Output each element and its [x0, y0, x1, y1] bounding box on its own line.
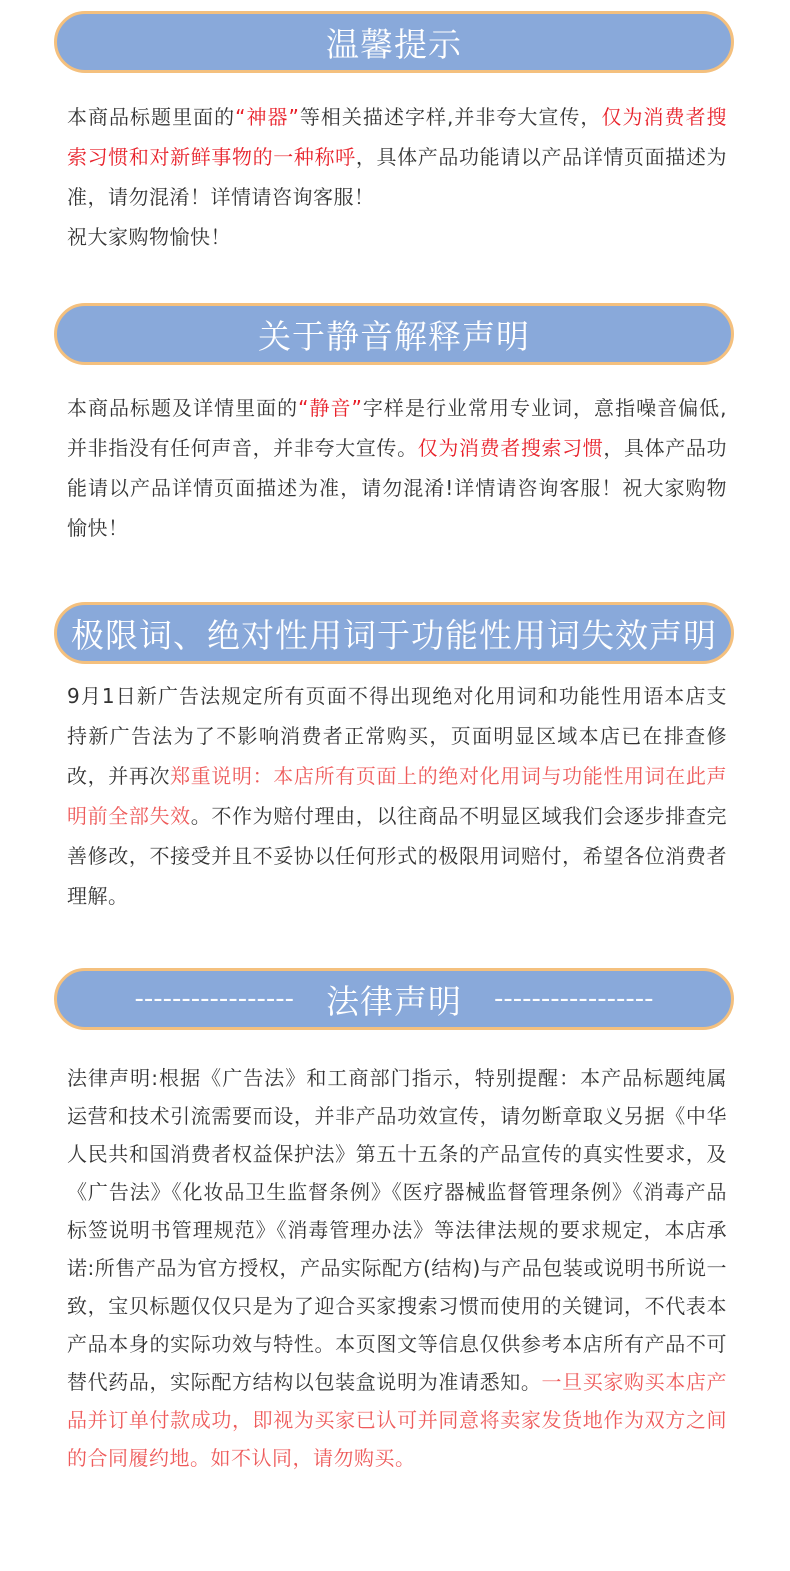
highlight-text: 仅为消费者搜索习惯 — [417, 436, 604, 460]
silence-statement-body: 本商品标题及详情里面的“静音”字样是行业常用专业词，意指噪音偏低,并非指没有任何声音，并非夸大宣传。仅为消费者搜索习惯，具体产品功能请以产品详情页面描述为准，请勿混淆!详情请咨询客服！祝大家购物愉快！ — [67, 396, 728, 540]
closing-line: 祝大家购物愉快！ — [67, 225, 231, 249]
silence-statement-title: 关于静音解释声明 — [258, 316, 530, 356]
highlight-text: “静音” — [298, 396, 363, 420]
highlight-text: “神器” — [235, 105, 300, 129]
highlight-text: 郑重说明：本店所有页面上的绝对化用词与功能性用词在此声明前全部失效 — [67, 764, 728, 828]
legal-statement-title: 法律声明 — [326, 981, 462, 1021]
notice-banner — [54, 11, 734, 73]
divider-left: ----------------- — [134, 984, 294, 1014]
legal-statement-body: 法律声明:根据《广告法》和工商部门指示，特别提醒：本产品标题纯属运营和技术引流需要而设，并非产品功效宣传，请勿断章取义另据《中华人民共和国消费者权益保护法》第五十五条的产品宣传的真实性要求，及《广告法》《化妆品卫生监督条例》《医疗器械监督管理条例》《消毒产品标签说明书管理规范》《消毒管理办法》等法律法规的要求规定，本店承诺:所售产品为官方授权，产品实际配方(结构)与产品包装或说明书所说一致，宝贝标题仅仅只是为了迎合买家搜索习惯而使用的关键词，不代表本产品本身的实际功效与特性。本页图文等信息仅供参考本店所有产品不可替代药品，实际配方结构以包装盒说明为准请悉知。一旦买家购买本店产品并订单付款成功，即视为买家已认可并同意将卖家发货地作为双方之间的合同履约地。如不认同，请勿购买。 — [67, 1066, 728, 1470]
silence-statement-banner — [54, 303, 734, 365]
invalidation-statement-title: 极限词、绝对性用词于功能性用词失效声明 — [71, 615, 717, 655]
invalidation-statement-banner — [54, 602, 734, 664]
notice-body: 本商品标题里面的“神器”等相关描述字样,并非夸大宣传，仅为消费者搜索习惯和对新鲜事物的一种称呼，具体产品功能请以产品详情页面描述为准，请勿混淆！详情请咨询客服！ 祝大家购物愉快！ — [67, 105, 728, 249]
invalidation-statement-body: 9月1日新广告法规定所有页面不得出现绝对化用词和功能性用语本店支持新广告法为了不影响消费者正常购买，页面明显区域本店已在排查修改，并再次郑重说明：本店所有页面上的绝对化用词与功能性用词在此声明前全部失效。不作为赔付理由，以往商品不明显区域我们会逐步排查完善修改，不接受并且不妥协以任何形式的极限用词赔付，希望各位消费者理解。 — [67, 684, 728, 908]
divider-right: ----------------- — [494, 984, 654, 1014]
highlight-text: 一旦买家购买本店产品并订单付款成功，即视为买家已认可并同意将卖家发货地作为双方之间的合同履约地。如不认同，请勿购买。 — [67, 1370, 728, 1470]
highlight-text: 仅为消费者搜索习惯和对新鲜事物的一种称呼 — [67, 105, 728, 169]
legal-statement-banner — [54, 968, 734, 1030]
notice-title: 温馨提示 — [326, 24, 462, 64]
